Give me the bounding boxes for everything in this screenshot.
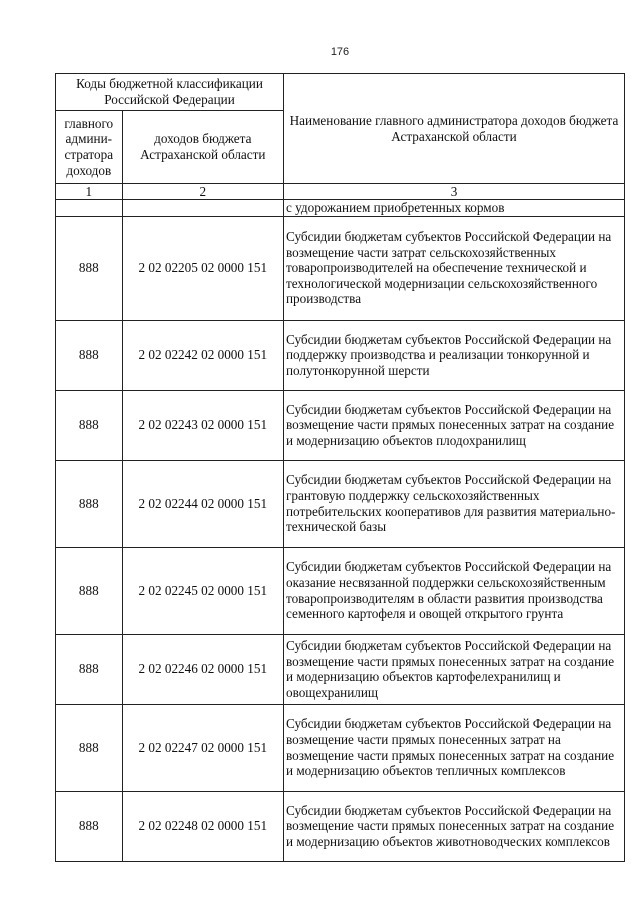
table-row bbox=[56, 216, 625, 320]
revenue-code-cell: 2 02 02243 02 0000 151 bbox=[122, 390, 283, 460]
admin-code-cell: 888 bbox=[56, 216, 123, 320]
column-number-3: 3 bbox=[283, 184, 624, 200]
revenue-code-cell: 2 02 02245 02 0000 151 bbox=[122, 547, 283, 634]
page-number: 176 bbox=[330, 46, 350, 58]
admin-code-cell: 888 bbox=[56, 460, 123, 547]
revenue-name-cell: Субсидии бюджетам субъектов Российской Федерации на оказание несвязанной поддержки сельскохозяйственным товаропроизводителям в области развития производства семенного картофеля и овощей открытого грунта bbox=[283, 547, 624, 634]
revenue-code-cell: 2 02 02205 02 0000 151 bbox=[122, 216, 283, 320]
revenue-code-cell: 2 02 02247 02 0000 151 bbox=[122, 704, 283, 791]
admin-code-cell: 888 bbox=[56, 704, 123, 791]
header-codes-group: Коды бюджетной классификации Российской Федерации bbox=[56, 74, 284, 111]
revenue-name-cell: Субсидии бюджетам субъектов Российской Федерации на возмещение части прямых понесенных затрат на возмещение части прямых понесенных затрат на создание и модернизацию объектов тепличных комплексов bbox=[283, 704, 624, 791]
table-row bbox=[56, 460, 625, 547]
column-number-2: 2 bbox=[122, 184, 283, 200]
revenue-code-cell: 2 02 02248 02 0000 151 bbox=[122, 791, 283, 861]
admin-code-cell: 888 bbox=[56, 634, 123, 704]
revenue-name-cell: Субсидии бюджетам субъектов Российской Федерации на возмещение части затрат сельскохозяйственных товаропроизводителей на обеспечение технической и технологической модернизации сельскохозяйственного производства bbox=[283, 216, 624, 320]
revenue-name-cell: Субсидии бюджетам субъектов Российской Федерации на возмещение части прямых понесенных затрат на создание и модернизацию объектов плодохранилищ bbox=[283, 390, 624, 460]
admin-code-cell: 888 bbox=[56, 791, 123, 861]
table-row bbox=[56, 791, 625, 861]
revenue-name-cell: Субсидии бюджетам субъектов Российской Федерации на возмещение части прямых понесенных затрат на создание и модернизацию объектов картофелехранилищ и овощехранилищ bbox=[283, 634, 624, 704]
budget-classification-table bbox=[55, 73, 625, 862]
revenue-code-cell: 2 02 02244 02 0000 151 bbox=[122, 460, 283, 547]
table-row bbox=[56, 547, 625, 634]
revenue-name-cell: Субсидии бюджетам субъектов Российской Федерации на возмещение части прямых понесенных затрат на создание и модернизацию объектов животноводческих комплексов bbox=[283, 791, 624, 861]
continuation-name-cell: с удорожанием приобретенных кормов bbox=[283, 200, 624, 217]
revenue-code-cell: 2 02 02246 02 0000 151 bbox=[122, 634, 283, 704]
header-admin-name: Наименование главного администратора доходов бюджета Астраханской области bbox=[283, 74, 624, 184]
header-admin-code: главного админи-стратора доходов bbox=[56, 111, 123, 184]
table-row bbox=[56, 320, 625, 390]
table-row bbox=[56, 390, 625, 460]
revenue-name-cell: Субсидии бюджетам субъектов Российской Федерации на поддержку производства и реализации тонкорунной и полутонкорунной шерсти bbox=[283, 320, 624, 390]
admin-code-cell: 888 bbox=[56, 390, 123, 460]
table-row bbox=[56, 634, 625, 704]
admin-code-cell: 888 bbox=[56, 320, 123, 390]
continuation-admin-cell bbox=[56, 200, 123, 217]
header-revenue-code: доходов бюджета Астраханской области bbox=[122, 111, 283, 184]
continuation-row bbox=[56, 200, 625, 217]
revenue-code-cell: 2 02 02242 02 0000 151 bbox=[122, 320, 283, 390]
continuation-code-cell bbox=[122, 200, 283, 217]
revenue-name-cell: Субсидии бюджетам субъектов Российской Федерации на грантовую поддержку сельскохозяйственных потребительских кооперативов для развития материально-технической базы bbox=[283, 460, 624, 547]
admin-code-cell: 888 bbox=[56, 547, 123, 634]
column-number-1: 1 bbox=[56, 184, 123, 200]
table-row bbox=[56, 704, 625, 791]
